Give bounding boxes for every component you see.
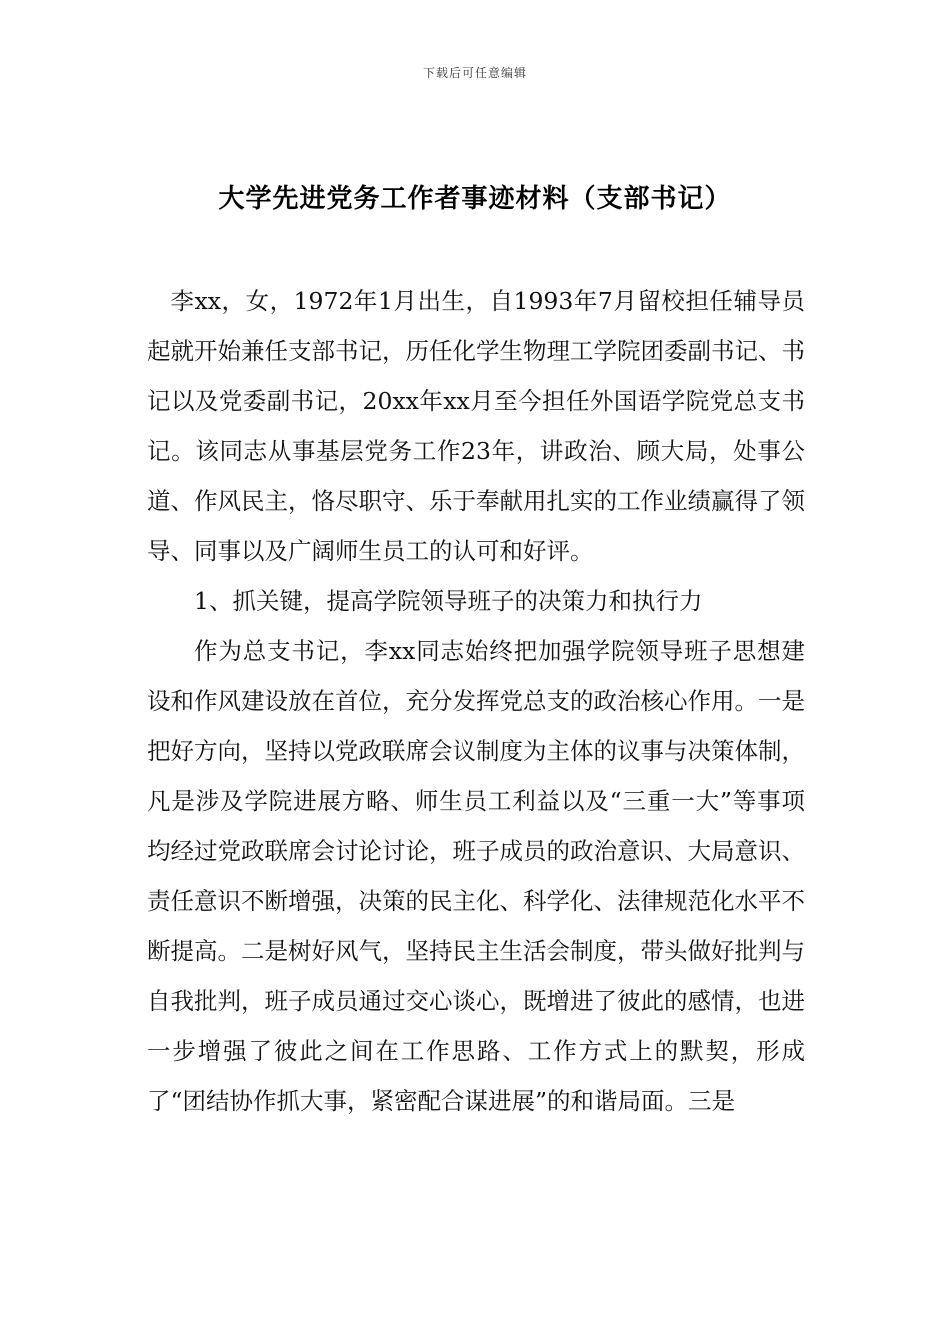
page-header-note: 下载后可任意编辑 [422,66,527,80]
document-title: 大学先进党务工作者事迹材料（支部书记） [218,184,732,214]
document-body [147,276,805,1126]
paragraph-intro: 李xx，女，1972年1月出生，自1993年7月留校担任辅导员起就开始兼任支部书记，历任化学生物理工学院团委副书记、书记以及党委副书记，20xx年xx月至今担任外国语学院党总支书记。该同志从事基层党务工作23年，讲政治、顾大局，处事公道、作风民主，恪尽职守、乐于奉献用扎实的工作业绩赢得了领导、同事以及广阔师生员工的认可和好评。 [147,287,805,565]
section-heading-1: 1、抓关键，提高学院领导班子的决策力和执行力 [194,587,703,615]
paragraph-section-1: 作为总支书记，李xx同志始终把加强学院领导班子思想建设和作风建设放在首位，充分发挥党总支的政治核心作用。一是把好方向，坚持以党政联席会议制度为主体的议事与决策体制，凡是涉及学院进展方略、师生员工利益以及“三重一大”等事项均经过党政联席会讨论讨论，班子成员的政治意识、大局意识、责任意识不断增强，决策的民主化、科学化、法律规范化水平不断提高。二是树好风气，坚持民主生活会制度，带头做好批判与自我批判，班子成员通过交心谈心，既增进了彼此的感情，也进一步增强了彼此之间在工作思路、工作方式上的默契，形成了“团结协作抓大事，紧密配合谋进展”的和谐局面。三是 [147,637,805,1115]
